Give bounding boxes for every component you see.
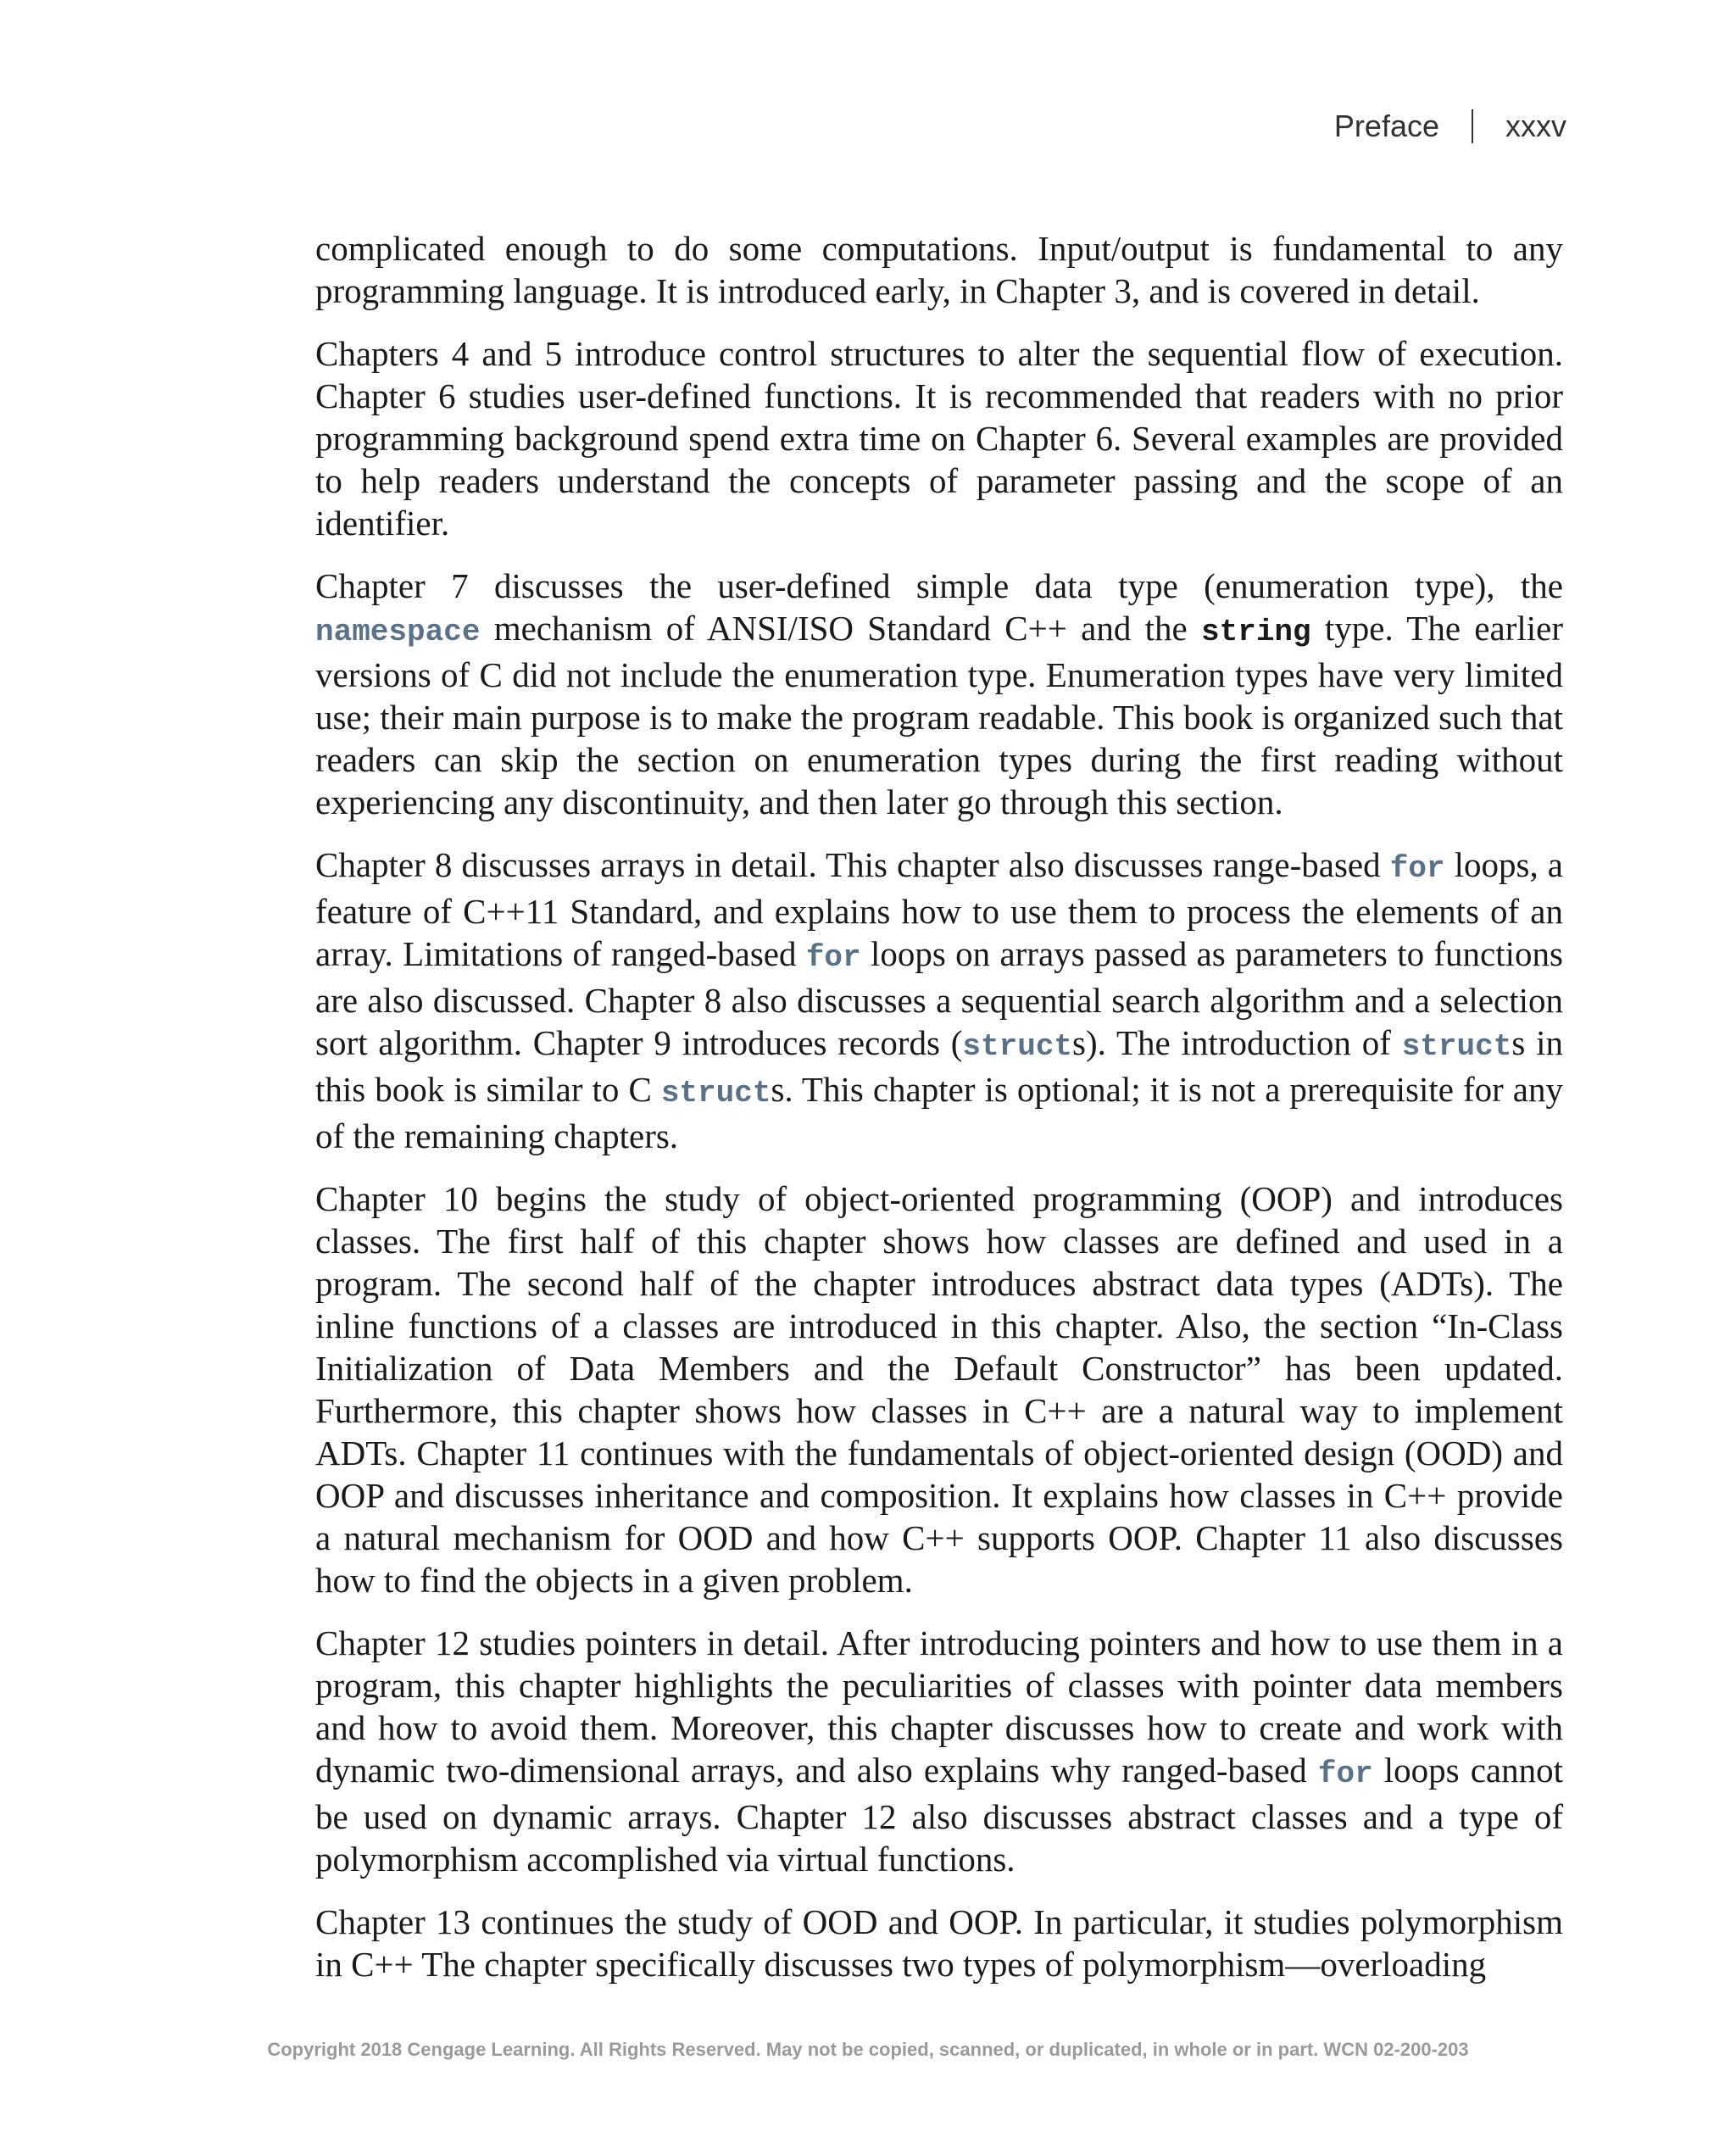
code-struct: struct xyxy=(962,1029,1073,1064)
copyright-footer: Copyright 2018 Cengage Learning. All Rights Reserved. May not be copied, scanned, or duplicated, in whole or in part. WCN 02-200-203 xyxy=(267,2039,1469,2060)
paragraph-chapter-7 xyxy=(315,565,1563,823)
text-span: s. This chapter is optional; it is not a prerequisite for any of the remaining chapters. xyxy=(315,1070,1563,1155)
section-title: Preface xyxy=(1333,109,1439,143)
code-struct: struct xyxy=(1401,1029,1512,1064)
page-number: xxxv xyxy=(1505,109,1566,143)
paragraph-chapter-13: Chapter 13 continues the study of OOD and OOP. In particular, it studies polymorphism in C++ The chapter specifically discusses two types of polymorphism—overloading xyxy=(315,1902,1563,1984)
header-divider xyxy=(1472,109,1473,143)
text-span: Chapter 7 discusses the user-defined simple data type (enumeration type), the xyxy=(315,566,1563,605)
text-span: loops, a feature of C++11 Standard, and explains how to use them to process the elements of an array. Limitations of ranged-based xyxy=(315,845,1563,973)
running-header xyxy=(1334,109,1566,144)
text-span: s in this book is similar to C xyxy=(315,1023,1563,1109)
code-struct: struct xyxy=(660,1076,771,1111)
code-for: for xyxy=(805,940,861,975)
text-span: loops on arrays passed as parameters to functions are also discussed. Chapter 8 also discusses a sequential search algorithm and a selection sort algorithm. Chapter 9 introduces records ( xyxy=(315,934,1563,1062)
text-span: Chapter 12 studies pointers in detail. After introducing pointers and how to use them in a program, this chapter highlights the peculiarities of classes with pointer data members and how to avoid them. Moreover, this chapter discusses how to create and work with dynamic two-dimensional arrays, and also explains why ranged-based xyxy=(315,1623,1563,1790)
code-string: string xyxy=(1201,615,1311,649)
paragraph-chapters-4-6: Chapters 4 and 5 introduce control structures to alter the sequential flow of execution. Chapter 6 studies user-defined functions. It is recommended that readers with no prior programming background spend extra time on Chapter 6. Several examples are provided to help readers understand the concepts of parameter passing and the scope of an identifier. xyxy=(315,334,1563,543)
text-span: loops cannot be used on dynamic arrays. Chapter 12 also discusses abstract classes and a type of polymorphism accomplished via virtual functions. xyxy=(315,1751,1563,1879)
code-for: for xyxy=(1317,1757,1373,1791)
text-span: Chapter 8 discusses arrays in detail. This chapter also discusses range-based xyxy=(315,845,1390,884)
text-span: s). The introduction of xyxy=(1072,1023,1402,1062)
text-span: type. The earlier versions of C did not include the enumeration type. Enumeration types have very limited use; their main purpose is to make the program readable. This book is organized such that readers can skip the section on enumeration types during the first reading without experiencing any discontinuity, and then later go through this section. xyxy=(315,609,1563,821)
paragraph-io: complicated enough to do some computations. Input/output is fundamental to any programming language. It is introduced early, in Chapter 3, and is covered in detail. xyxy=(315,229,1563,310)
paragraph-chapters-10-11: Chapter 10 begins the study of object-oriented programming (OOP) and introduces classes. The first half of this chapter shows how classes are defined and used in a program. The second half of the chapter introduces abstract data types (ADTs). The inline functions of a classes are introduced in this chapter. Also, the section “In-Class Initialization of Data Members and the Default Constructor” has been updated. Furthermore, this chapter shows how classes in C++ are a natural way to implement ADTs. Chapter 11 continues with the fundamentals of object-oriented design (OOD) and OOP and discusses inheritance and composition. It explains how classes in C++ provide a natural mechanism for OOD and how C++ supports OOP. Chapter 11 also discusses how to find the objects in a given problem. xyxy=(315,1179,1563,1600)
code-for: for xyxy=(1389,851,1445,886)
paragraph-chapters-8-9 xyxy=(315,843,1563,1157)
paragraph-chapter-12 xyxy=(315,1622,1563,1880)
body-text xyxy=(315,227,1563,2006)
code-namespace: namespace xyxy=(315,615,481,649)
text-span: mechanism of ANSI/ISO Standard C++ and the xyxy=(480,609,1202,648)
